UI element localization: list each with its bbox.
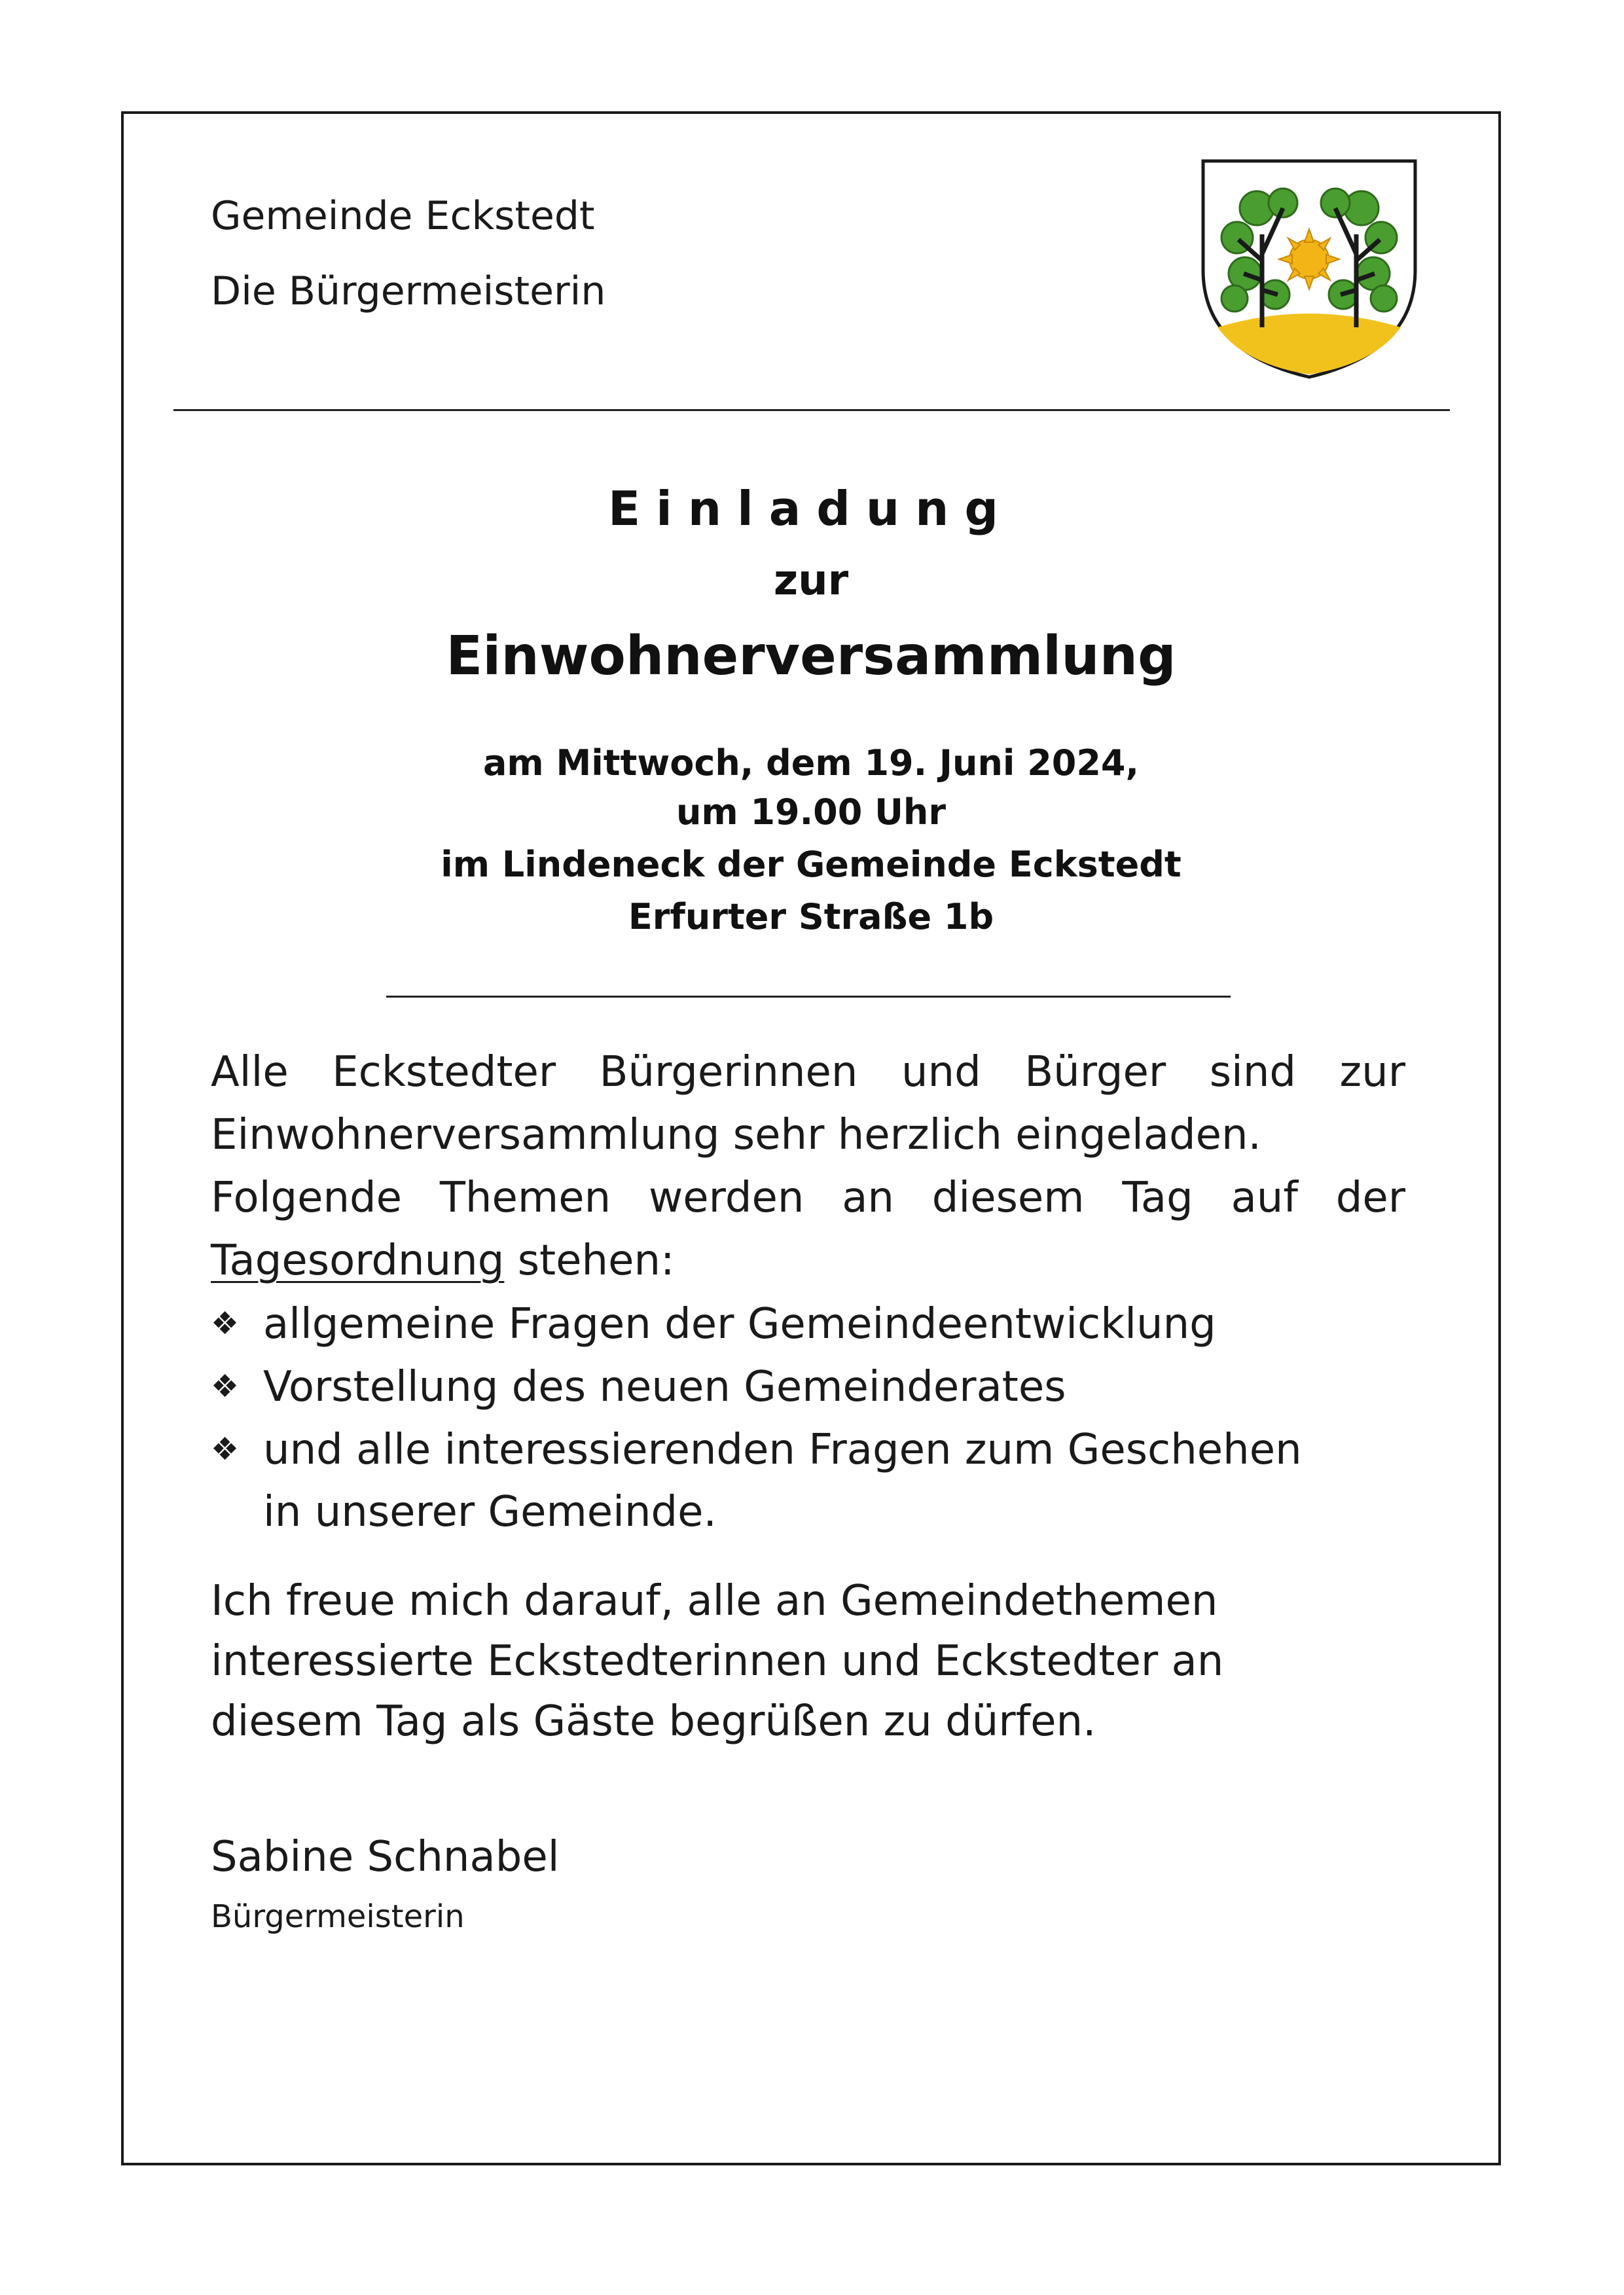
event-venue: im Lindeneck der Gemeinde Eckstedt: [441, 844, 1182, 885]
closing-paragraph: [211, 1571, 1405, 1752]
signatory-name: Sabine Schnabel: [211, 1833, 560, 1881]
agenda-item: [211, 1292, 1405, 1355]
body-line: [211, 1229, 1405, 1292]
agenda-item-text: und alle interessierenden Fragen zum Geschehen: [263, 1426, 1302, 1474]
closing-line: diesem Tag als Gäste begrüßen zu dürfen.: [211, 1697, 1096, 1746]
invitation-title: Einladung: [608, 481, 1014, 536]
invitation-title-connector: zur: [773, 556, 849, 605]
body-line: Einwohnerversammlung sehr herzlich eingeladen.: [211, 1111, 1261, 1159]
event-date: am Mittwoch, dem 19. Juni 2024,: [482, 742, 1140, 784]
closing-line: interessierte Eckstedterinnen und Eckstedter an: [211, 1637, 1224, 1686]
details-divider: [386, 996, 1231, 998]
office-title: Die Bürgermeisterin: [211, 268, 606, 314]
agenda-item: [211, 1418, 1405, 1481]
agenda-keyword: Tagesordnung: [211, 1237, 505, 1285]
agenda-item-text: allgemeine Fragen der Gemeindeentwicklung: [263, 1300, 1216, 1348]
diamond-bullet-icon: ❖: [211, 1368, 240, 1405]
municipality-name: Gemeinde Eckstedt: [211, 193, 595, 239]
agenda-item-text: Vorstellung des neuen Gemeinderates: [263, 1363, 1066, 1411]
agenda-item-continuation: in unserer Gemeinde.: [263, 1488, 717, 1536]
body-line-rest: stehen:: [504, 1237, 675, 1285]
agenda-item: [211, 1355, 1405, 1418]
municipal-crest-icon: [1198, 156, 1420, 382]
signatory-role: Bürgermeisterin: [211, 1898, 465, 1935]
closing-line: Ich freue mich darauf, alle an Gemeindethemen: [211, 1577, 1218, 1625]
body-line: Alle Eckstedter Bürgerinnen und Bürger sind zur: [211, 1048, 1405, 1096]
header-divider: [173, 409, 1450, 411]
body-line: Folgende Themen werden an diesem Tag auf der: [211, 1174, 1405, 1222]
diamond-bullet-icon: ❖: [211, 1305, 240, 1342]
invitation-body: [211, 1041, 1405, 1544]
diamond-bullet-icon: ❖: [211, 1431, 240, 1468]
event-address: Erfurter Straße 1b: [628, 896, 994, 937]
event-title: Einwohnerversammlung: [446, 625, 1176, 687]
event-time: um 19.00 Uhr: [676, 791, 947, 833]
